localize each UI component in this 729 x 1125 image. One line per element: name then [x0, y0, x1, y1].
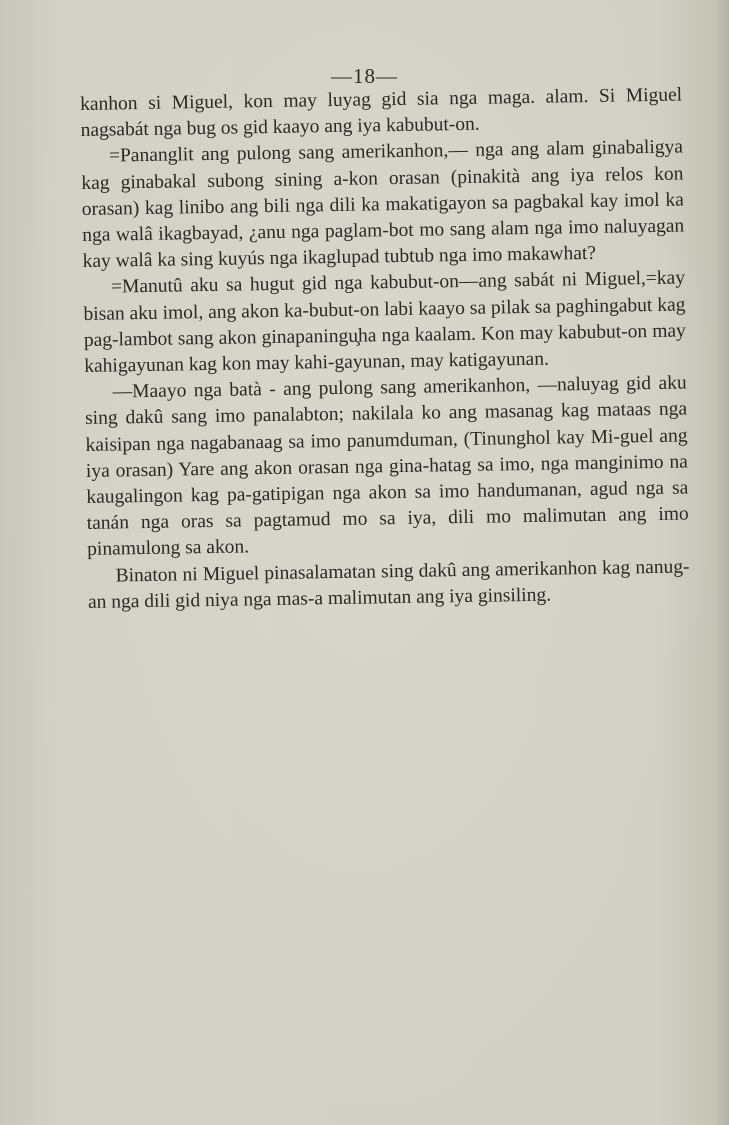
paragraph: =Manutû aku sa hugut gid nga kabubut-on—ang sabát ni Miguel,=kay bisan aku imol, ang akon ka-bubut-on labi kaayo sa pilak sa paghingabut kag pag-lambot sang akon ginapaningu̧ha nga kaalam. Kon may kabubut-on may kahigayunan kag kon may kahi-gayunan, may katigayunan.: [83, 267, 686, 377]
paragraph: Binaton ni Miguel pinasalamatan sing dakû ang amerikanhon kag nanug-an nga dili gid niya nga mas-a malimutan ang iya ginsiling.: [87, 556, 690, 613]
paragraph: kanhon si Miguel, kon may luyag gid sia nga maga. alam. Si Miguel nagsabát nga bug os gid kaayo ang iya kabubut-on.: [80, 84, 683, 142]
paragraph: —Maayo nga batà - ang pulong sang amerikanhon, —naluyag gid aku sing dakû sang imo panalabton; nakilala ko ang masanag kag mataas nga kaisipan nga nagabanaag sa imo panumduman, (Tinunghol kay Mi-guel ang iya orasan) Yare ang akon orasan nga gina-hatag sa imo, nga manginimo na kaugalingon kag pa-gatipigan nga akon sa imo handumanan, agud nga sa tanán nga oras sa pagtamud mo sa iya, dili mo malimutan ang imo pinamulong sa akon.: [84, 372, 689, 561]
page-number: —18—: [331, 64, 398, 88]
page-edge-shadow: [715, 0, 729, 1125]
body-text: [80, 83, 690, 616]
paragraph: =Pananglit ang pulong sang amerikanhon,— nga ang alam ginabaligya kag ginabakal subong sining a-kon orasan (pinakità ang iya relos kon orasan) kag linibo ang bili nga dili ka makatigayon sa pagbakal kay imol ka nga walâ ikagbayad, ¿anu nga paglam-bot mo sang alam nga imo naluyagan kay walâ ka sing kuyús nga ikaglupad tubtub nga imo makawhat?: [81, 136, 685, 273]
